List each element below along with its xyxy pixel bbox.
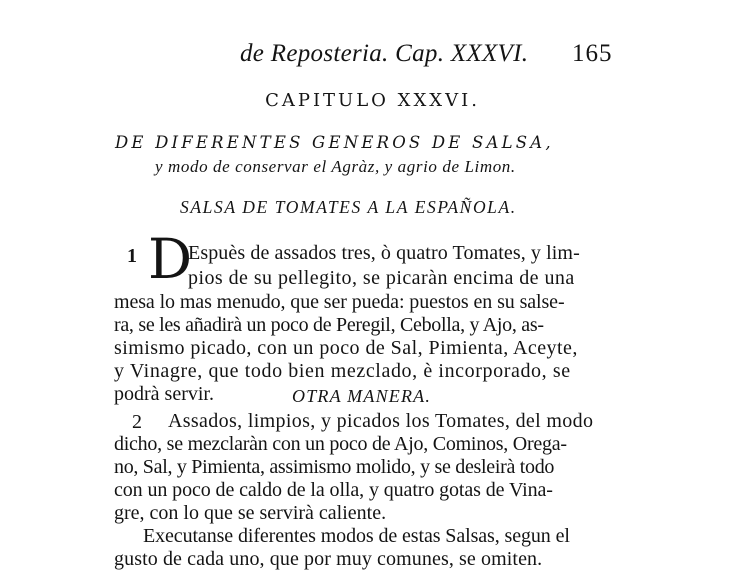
section-title: SALSA DE TOMATES A LA ESPAÑOLA. [180,197,517,217]
text-line: gusto de cada uno, que por muy comunes, se omiten. [114,548,543,570]
otra-manera-heading: OTRA MANERA. [292,386,432,406]
paragraph-number: 2 [132,411,142,433]
text-line: con un poco de caldo de la olla, y quatro gotas de Vina- [114,479,553,501]
text-line: Espuès de assados tres, ò quatro Tomates, y lim- [188,242,580,264]
text-line: ra, se les añadirà un poco de Peregil, Cebolla, y Ajo, as- [114,314,544,336]
drop-cap: D [148,227,193,291]
text-line: pios de su pellegito, se picaràn encima de una [188,267,575,289]
text-line: mesa lo mas menudo, que ser pueda: puestos en su salse- [114,291,565,313]
text-line: podrà servir. [114,383,214,405]
chapter-subheading: y modo de conservar el Agràz, y agrio de Limon. [155,157,516,176]
text-line: gre, con lo que se servirà caliente. [114,502,387,524]
paragraph-number: 1 [127,245,137,267]
chapter-heading: DE DIFERENTES GENEROS DE SALSA, [115,133,554,152]
text-line: Executanse diferentes modos de estas Salsas, segun el [143,525,570,547]
text-line: y Vinagre, que todo bien mezclado, è incorporado, se [114,360,571,382]
text-line: simismo picado, con un poco de Sal, Pimienta, Aceyte, [114,337,578,359]
page-number: 165 [572,40,613,67]
text-line: dicho, se mezclaràn con un poco de Ajo, Cominos, Orega- [114,433,567,455]
text-line: no, Sal, y Pimienta, assimismo molido, y se desleirà todo [114,456,555,478]
chapter-title: CAPITULO XXXVI. [265,90,480,111]
running-head: de Reposteria. Cap. XXXVI. [240,40,529,67]
text-line: Assados, limpios, y picados los Tomates, del modo [168,410,594,432]
